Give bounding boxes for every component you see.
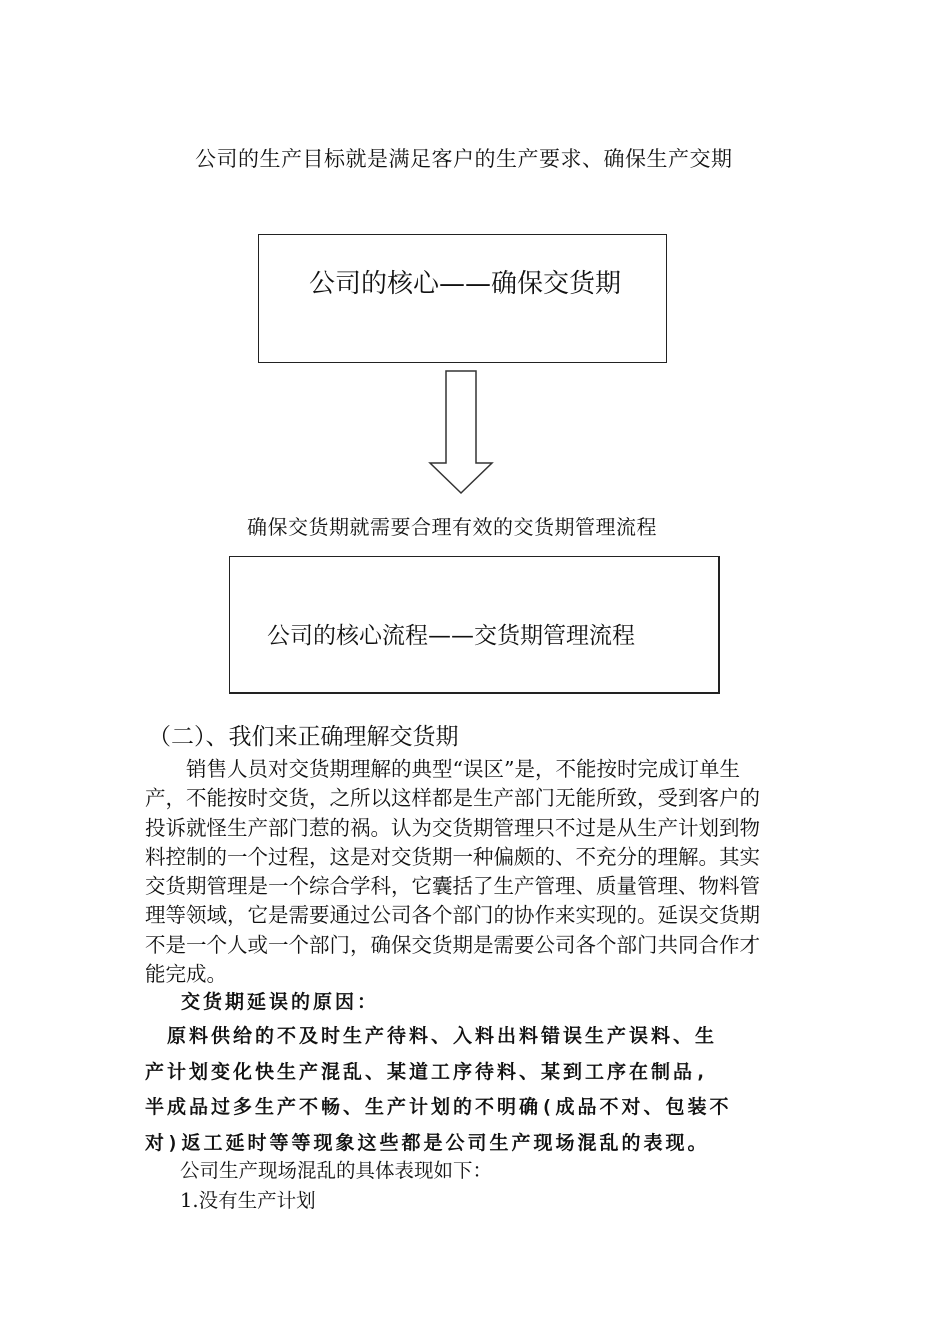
reason-line: 对)返工延时等等现象这些都是公司生产现场混乱的表现。 [145,1131,710,1154]
reasons-title: 交货期延误的原因： [181,991,380,1013]
section-heading: （二）、我们来正确理解交货期 [148,724,459,750]
paragraph-line: 理等领域，它是需要通过公司各个部门的协作来实现的。延误交货期 [145,903,760,928]
paragraph-line: 销售人员对交货期理解的典型“误区”是，不能按时完成订单生 [145,757,740,781]
paragraph-line: 交货期管理是一个综合学科，它囊括了生产管理、质量管理、物料管 [145,874,760,899]
paragraph-line: 投诉就怪生产部门惹的祸。认为交货期管理只不过是从生产计划到物 [145,815,760,840]
reason-line: 半成品过多生产不畅、生产计划的不明确(成品不对、包装不 [145,1096,732,1118]
reason-line: 产计划变化快生产混乱、某道工序待料、某到工序在制品, [145,1060,710,1083]
core-process-box-text: 公司的核心流程——交货期管理流程 [267,623,635,649]
core-box-text: 公司的核心——确保交货期 [309,269,622,299]
mid-text: 确保交货期就需要合理有效的交货期管理流程 [247,515,657,539]
body-paragraph [145,755,815,989]
chaos-intro: 公司生产现场混乱的具体表现如下： [180,1159,493,1182]
core-box [258,234,667,363]
reasons-paragraph [145,1019,815,1161]
paragraph-line: 能完成。 [145,962,227,987]
core-process-box [229,556,720,694]
down-arrow-icon [428,370,496,496]
list-item-1: 1.没有生产计划 [180,1189,316,1212]
intro-text: 公司的生产目标就是满足客户的生产要求、确保生产交期 [195,147,733,171]
paragraph-line: 料控制的一个过程，这是对交货期一种偏颇的、不充分的理解。其实 [145,844,760,869]
reason-line: 原料供给的不及时生产待料、入料出料错误生产误料、生 [145,1025,718,1047]
paragraph-line: 产，不能按时交货，之所以这样都是生产部门无能所致，受到客户的 [145,786,760,811]
paragraph-line: 不是一个人或一个部门，确保交货期是需要公司各个部门共同合作才 [145,932,760,957]
